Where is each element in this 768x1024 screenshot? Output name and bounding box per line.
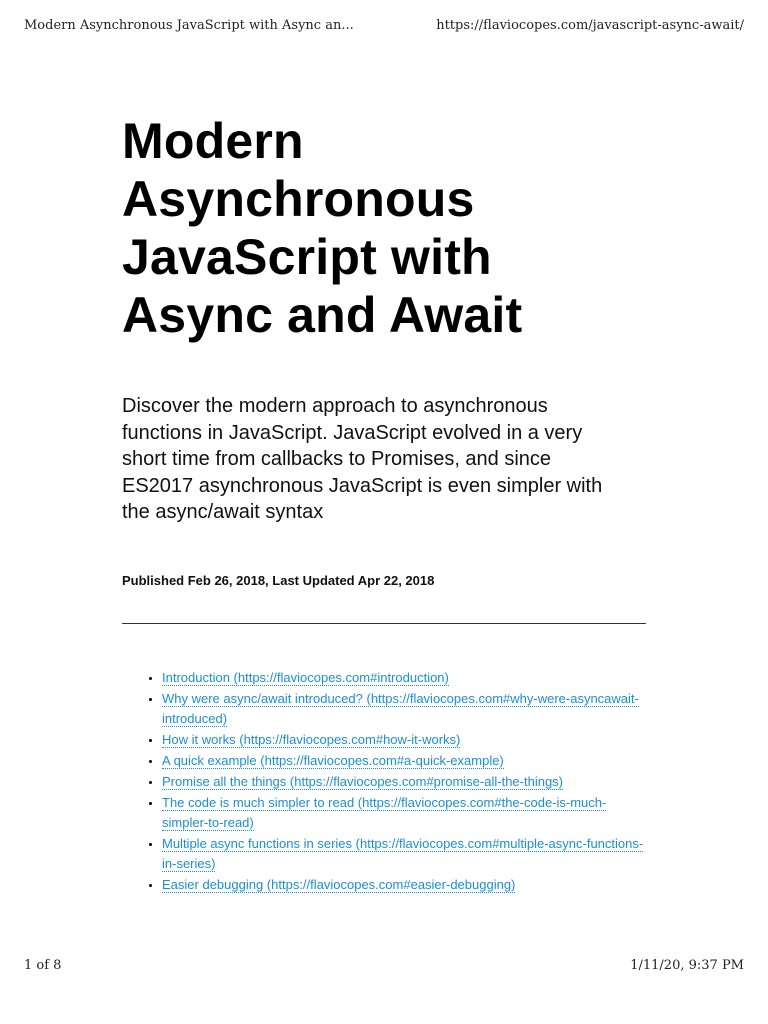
toc-item	[162, 834, 646, 874]
toc-item	[162, 875, 646, 895]
toc-link-how-it-works[interactable]: How it works (https://flaviocopes.com#how-it-works)	[162, 731, 461, 747]
divider	[122, 623, 646, 624]
print-footer	[24, 958, 744, 978]
toc-link-multiple-async[interactable]: Multiple async functions in series (https://flaviocopes.com#multiple-async-functions-in-series)	[162, 835, 644, 871]
toc-link-quick-example[interactable]: A quick example (https://flaviocopes.com#a-quick-example)	[162, 752, 504, 768]
toc-item	[162, 730, 646, 750]
page-count: 1 of 8	[24, 958, 62, 973]
document-title: Modern Asynchronous JavaScript with Async an...	[24, 18, 354, 33]
table-of-contents	[122, 668, 646, 895]
publish-meta: Published Feb 26, 2018, Last Updated Apr 22, 2018	[122, 572, 435, 588]
toc-link-why-async-await[interactable]: Why were async/await introduced? (https://flaviocopes.com#why-were-asyncawait-introduced)	[162, 690, 639, 726]
article	[122, 112, 646, 896]
toc-link-promise-all[interactable]: Promise all the things (https://flaviocopes.com#promise-all-the-things)	[162, 773, 564, 789]
toc-item	[162, 793, 646, 833]
article-title: Modern Asynchronous JavaScript with Async and Await	[122, 113, 523, 343]
toc-link-introduction[interactable]: Introduction (https://flaviocopes.com#introduction)	[162, 669, 449, 685]
print-date: 1/11/20, 9:37 PM	[630, 958, 744, 973]
toc-link-easier-debugging[interactable]: Easier debugging (https://flaviocopes.com#easier-debugging)	[162, 876, 516, 892]
toc-item	[162, 751, 646, 771]
toc-item	[162, 668, 646, 688]
toc-link-simpler-to-read[interactable]: The code is much simpler to read (https://flaviocopes.com#the-code-is-much-simpler-to-read)	[162, 794, 607, 830]
toc-item	[162, 772, 646, 792]
print-header	[24, 18, 744, 38]
document-url: https://flaviocopes.com/javascript-async-await/	[436, 18, 744, 33]
toc-item	[162, 689, 646, 729]
article-lead: Discover the modern approach to asynchronous functions in JavaScript. JavaScript evolved in a very short time from callbacks to Promises, and since ES2017 asynchronous JavaScript is even simpler with the async/await syntax	[122, 395, 603, 523]
